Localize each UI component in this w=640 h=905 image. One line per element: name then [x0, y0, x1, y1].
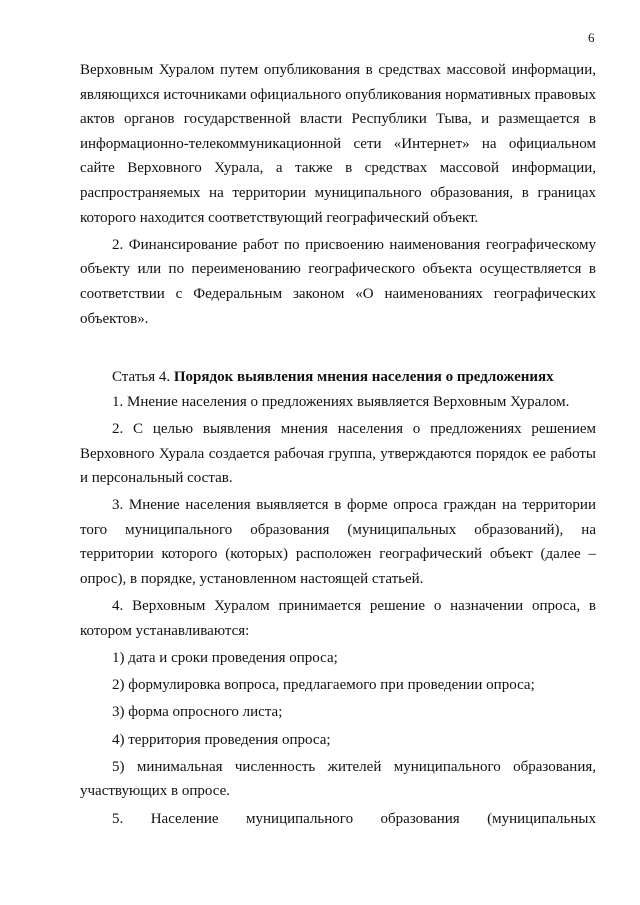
- list-item-2: 2) формулировка вопроса, предлагаемого при проведении опроса;: [112, 677, 535, 694]
- list-item-4: 4) территория проведения опроса;: [112, 731, 331, 748]
- paragraph-continuation: Верховным Хуралом путем опубликования в средствах массовой информации, являющихся источниками официального опубликования нормативных правовых актов органов государственной власти Республики Тыва, и размещается в информационно-телекоммуникационной сети «Интернет» на официальном сайте Верховного Хурала, а также в средствах массовой информации, распространяемых на территории муниципального образования, в границах которого находится соответствующий географический объект.: [80, 62, 596, 226]
- article-prefix: Статья 4.: [112, 369, 171, 386]
- document-body: [80, 58, 596, 831]
- article-heading: [80, 365, 596, 390]
- article-title: Порядок выявления мнения населения о предложениях: [173, 369, 554, 386]
- list-item-3: 3) форма опросного листа;: [112, 704, 283, 721]
- paragraph-4: 4. Верховным Хуралом принимается решение о назначении опроса, в котором устанавливаются:: [80, 598, 596, 639]
- paragraph-financing: 2. Финансирование работ по присвоению наименования географическому объекту или по переименованию географического объекта осуществляется в соответствии с Федеральным законом «О наименованиях географических объектов».: [80, 236, 596, 327]
- list-item-5: 5) минимальная численность жителей муниципального образования, участвующих в опросе.: [80, 758, 596, 800]
- paragraph-1: 1. Мнение населения о предложениях выявляется Верховным Хуралом.: [112, 393, 570, 410]
- article-paragraphs: [80, 390, 596, 831]
- paragraph-2: 2. С целью выявления мнения населения о предложениях решением Верховного Хурала создается рабочая группа, утверждаются порядок ее работы и персональный состав.: [80, 420, 596, 487]
- paragraph-3: 3. Мнение населения выявляется в форме опроса граждан на территории того муниципального образования (муниципальных образований), на территории которого (которых) расположен географический объект (далее – опрос), в порядке, установленном настоящей статьей.: [80, 497, 596, 588]
- list-item-1: 1) дата и сроки проведения опроса;: [112, 650, 338, 667]
- page-number: 6: [588, 30, 595, 45]
- paragraph-5: 5. Население муниципального образования (муниципальных: [112, 810, 596, 827]
